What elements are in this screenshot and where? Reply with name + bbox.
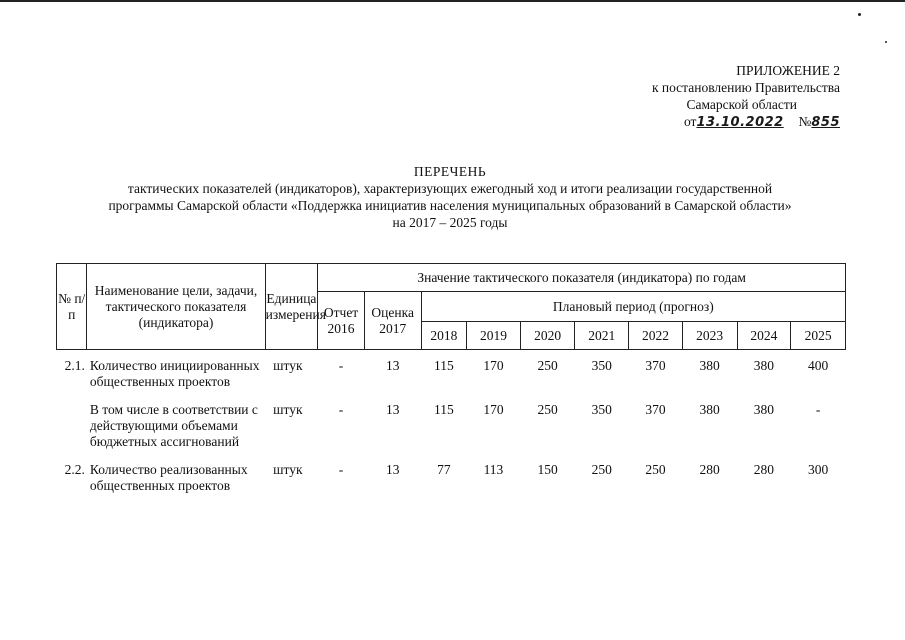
row-unit: штук (273, 402, 303, 417)
header-unit: Единица измерения (265, 264, 318, 350)
row-name: Количество реализованных общественных проектов (89, 462, 248, 493)
row-value: 150 (537, 462, 558, 477)
row-value: 115 (433, 358, 454, 373)
date-prefix: от (683, 114, 697, 129)
row-estimate: 13 (385, 402, 400, 417)
header-num: № п/п (57, 264, 87, 350)
heading-line-3: на 2017 – 2025 годы (392, 215, 508, 230)
row-value: 380 (753, 358, 774, 373)
row-report: - (338, 402, 344, 417)
row-value: 380 (699, 402, 720, 417)
row-value: 115 (433, 402, 454, 417)
row-unit: штук (273, 462, 303, 477)
row-value: 250 (537, 358, 558, 373)
number-prefix: № (798, 114, 812, 129)
appendix-signature-line (600, 113, 840, 131)
row-value: 250 (591, 462, 612, 477)
handwritten-number: 855 (811, 115, 840, 130)
header-year: 2022 (629, 322, 683, 350)
indicators-table (56, 263, 846, 494)
row-name: Количество инициированных общественных проектов (89, 358, 260, 389)
row-value: 280 (753, 462, 774, 477)
row-unit: штук (273, 358, 303, 373)
row-num (57, 402, 87, 450)
header-year: 2021 (575, 322, 629, 350)
row-estimate: 13 (385, 462, 400, 477)
heading-line-1: тактических показателей (индикаторов), характеризующих ежегодный ход и итоги реализации государственной (127, 181, 773, 196)
row-value: 280 (699, 462, 720, 477)
appendix-line-2: к постановлению Правительства (651, 80, 840, 95)
row-value: 113 (483, 462, 504, 477)
header-year: 2020 (520, 322, 575, 350)
table-row (57, 462, 846, 494)
row-value: 77 (437, 462, 451, 477)
row-value: 300 (807, 462, 829, 477)
handwritten-date: 13.10.2022 (696, 115, 784, 130)
scan-dot (885, 41, 887, 43)
heading-title: ПЕРЕЧЕНЬ (413, 164, 487, 179)
row-report: - (338, 358, 344, 373)
row-value: 170 (483, 358, 504, 373)
row-report: - (338, 462, 344, 477)
row-value: - (815, 402, 821, 417)
header-year: 2018 (421, 322, 467, 350)
row-num: 2.2. (64, 462, 85, 477)
document-heading (40, 163, 860, 231)
scan-dot (858, 13, 861, 16)
row-name: В том числе в соответствии с действующими объемами бюджетных ассигнований (89, 402, 258, 449)
table-row (57, 402, 846, 450)
row-value: 400 (807, 358, 829, 373)
top-border-line (0, 0, 905, 2)
row-value: 380 (699, 358, 720, 373)
appendix-block (600, 62, 840, 131)
header-estimate: Оценка 2017 (364, 292, 421, 350)
row-value: 370 (645, 358, 666, 373)
header-year: 2019 (467, 322, 521, 350)
header-report: Отчет 2016 (318, 292, 365, 350)
row-num: 2.1. (64, 358, 85, 373)
row-value: 250 (537, 402, 558, 417)
row-value: 370 (645, 402, 666, 417)
header-year: 2025 (791, 322, 846, 350)
header-values: Значение тактического показателя (индикатора) по годам (318, 264, 846, 292)
header-name: Наименование цели, задачи, тактического показателя (индикатора) (87, 264, 265, 350)
row-value: 170 (483, 402, 504, 417)
header-plan: Плановый период (прогноз) (421, 292, 845, 322)
header-year: 2024 (737, 322, 791, 350)
row-estimate: 13 (385, 358, 400, 373)
appendix-title: ПРИЛОЖЕНИЕ 2 (736, 63, 840, 78)
row-value: 350 (591, 358, 612, 373)
row-value: 250 (645, 462, 666, 477)
heading-line-2: программы Самарской области «Поддержка инициатив населения муниципальных образований в Самарской области» (108, 198, 792, 213)
appendix-line-3: Самарской области (686, 97, 797, 112)
table-row (57, 358, 846, 390)
row-value: 380 (753, 402, 774, 417)
header-year: 2023 (682, 322, 737, 350)
row-value: 350 (591, 402, 612, 417)
